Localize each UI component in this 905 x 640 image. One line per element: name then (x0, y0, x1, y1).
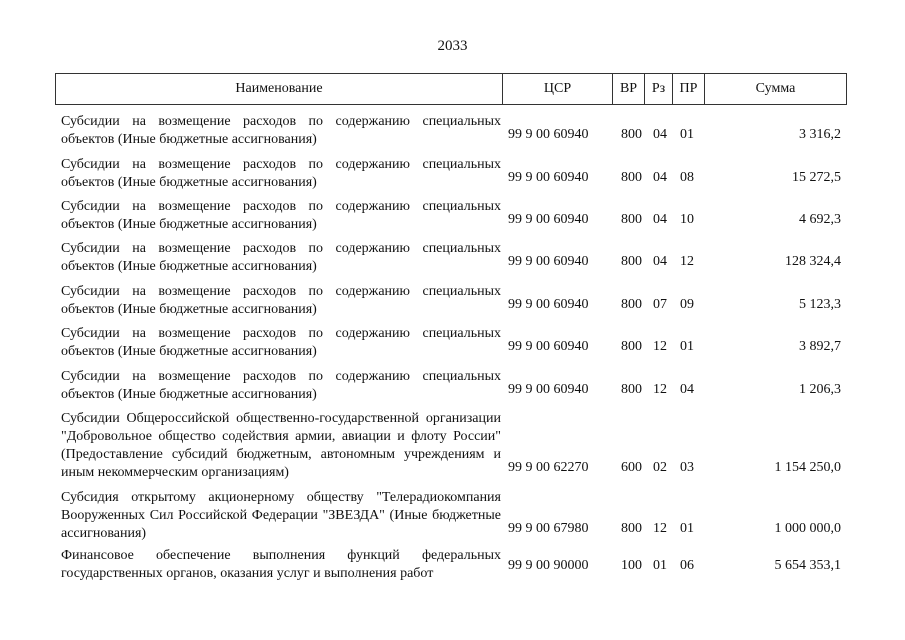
row-name: Субсидии Общероссийской общественно-государственной организации "Добровольное общество содействия армии, авиации и флоту России" (Предоставление субсидий бюджетным, автономным учреждениям и иным некоммерческим организациям) (61, 411, 501, 480)
row-vr: 100 (621, 558, 642, 573)
row-sum: 1 154 250,0 (774, 460, 841, 475)
row-csr: 99 9 00 60940 (508, 339, 589, 354)
row-sum: 1 000 000,0 (774, 521, 841, 536)
row-sum: 5 654 353,1 (774, 558, 841, 573)
row-rz: 04 (653, 212, 667, 227)
row-vr: 800 (621, 297, 642, 312)
table-row (55, 325, 847, 361)
row-pr: 01 (680, 127, 694, 142)
page-number: 2033 (437, 38, 468, 54)
row-sum: 3 316,2 (799, 127, 841, 142)
row-vr: 800 (621, 254, 642, 269)
row-csr: 99 9 00 60940 (508, 170, 589, 185)
header-name: Наименование (235, 81, 323, 96)
row-sum: 128 324,4 (785, 254, 841, 269)
row-csr: 99 9 00 60940 (508, 297, 589, 312)
row-vr: 800 (621, 127, 642, 142)
header-pr: ПР (672, 74, 704, 104)
row-csr: 99 9 00 60940 (508, 254, 589, 269)
row-csr: 99 9 00 60940 (508, 212, 589, 227)
row-name: Финансовое обеспечение выполнения функций федеральных государственных органов, оказания услуг и выполнения работ (61, 548, 501, 581)
row-name: Субсидии на возмещение расходов по содержанию специальных объектов (Иные бюджетные ассигнования) (61, 157, 501, 190)
row-pr: 01 (680, 521, 694, 536)
row-rz: 07 (653, 297, 667, 312)
row-rz: 02 (653, 460, 667, 475)
table-row (55, 283, 847, 319)
header-vr: ВР (612, 74, 644, 104)
row-name: Субсидии на возмещение расходов по содержанию специальных объектов (Иные бюджетные ассигнования) (61, 199, 501, 232)
row-csr: 99 9 00 67980 (508, 521, 589, 536)
table-row (55, 198, 847, 234)
row-pr: 09 (680, 297, 694, 312)
row-pr: 12 (680, 254, 694, 269)
row-rz: 04 (653, 170, 667, 185)
row-sum: 1 206,3 (799, 382, 841, 397)
row-csr: 99 9 00 90000 (508, 558, 589, 573)
table-row (55, 368, 847, 404)
row-vr: 800 (621, 170, 642, 185)
row-pr: 08 (680, 170, 694, 185)
row-sum: 4 692,3 (799, 212, 841, 227)
row-sum: 3 892,7 (799, 339, 841, 354)
row-vr: 800 (621, 339, 642, 354)
header-sum: Сумма (704, 74, 846, 104)
row-rz: 04 (653, 254, 667, 269)
row-csr: 99 9 00 62270 (508, 460, 589, 475)
row-rz: 01 (653, 558, 667, 573)
row-csr: 99 9 00 60940 (508, 127, 589, 142)
header-rz: Рз (644, 74, 672, 104)
row-name: Субсидия открытому акционерному обществу "Телерадиокомпания Вооруженных Сил Российской Федерации "ЗВЕЗДА" (Иные бюджетные ассигнования) (61, 490, 501, 541)
row-rz: 12 (653, 521, 667, 536)
row-pr: 01 (680, 339, 694, 354)
row-vr: 800 (621, 212, 642, 227)
row-rz: 12 (653, 339, 667, 354)
row-sum: 5 123,3 (799, 297, 841, 312)
row-vr: 600 (621, 460, 642, 475)
table-row (55, 547, 847, 583)
table-header (55, 73, 847, 105)
table-row (55, 489, 847, 543)
row-name: Субсидии на возмещение расходов по содержанию специальных объектов (Иные бюджетные ассигнования) (61, 114, 501, 147)
row-rz: 04 (653, 127, 667, 142)
row-pr: 04 (680, 382, 694, 397)
table-row (55, 240, 847, 276)
row-csr: 99 9 00 60940 (508, 382, 589, 397)
row-pr: 06 (680, 558, 694, 573)
row-name: Субсидии на возмещение расходов по содержанию специальных объектов (Иные бюджетные ассигнования) (61, 284, 501, 317)
row-vr: 800 (621, 521, 642, 536)
row-sum: 15 272,5 (792, 170, 841, 185)
table-row (55, 113, 847, 149)
table-row (55, 156, 847, 192)
row-vr: 800 (621, 382, 642, 397)
header-csr: ЦСР (502, 74, 612, 104)
row-name: Субсидии на возмещение расходов по содержанию специальных объектов (Иные бюджетные ассигнования) (61, 326, 501, 359)
row-rz: 12 (653, 382, 667, 397)
row-pr: 10 (680, 212, 694, 227)
row-pr: 03 (680, 460, 694, 475)
row-name: Субсидии на возмещение расходов по содержанию специальных объектов (Иные бюджетные ассигнования) (61, 241, 501, 274)
table-row (55, 410, 847, 482)
row-name: Субсидии на возмещение расходов по содержанию специальных объектов (Иные бюджетные ассигнования) (61, 369, 501, 402)
